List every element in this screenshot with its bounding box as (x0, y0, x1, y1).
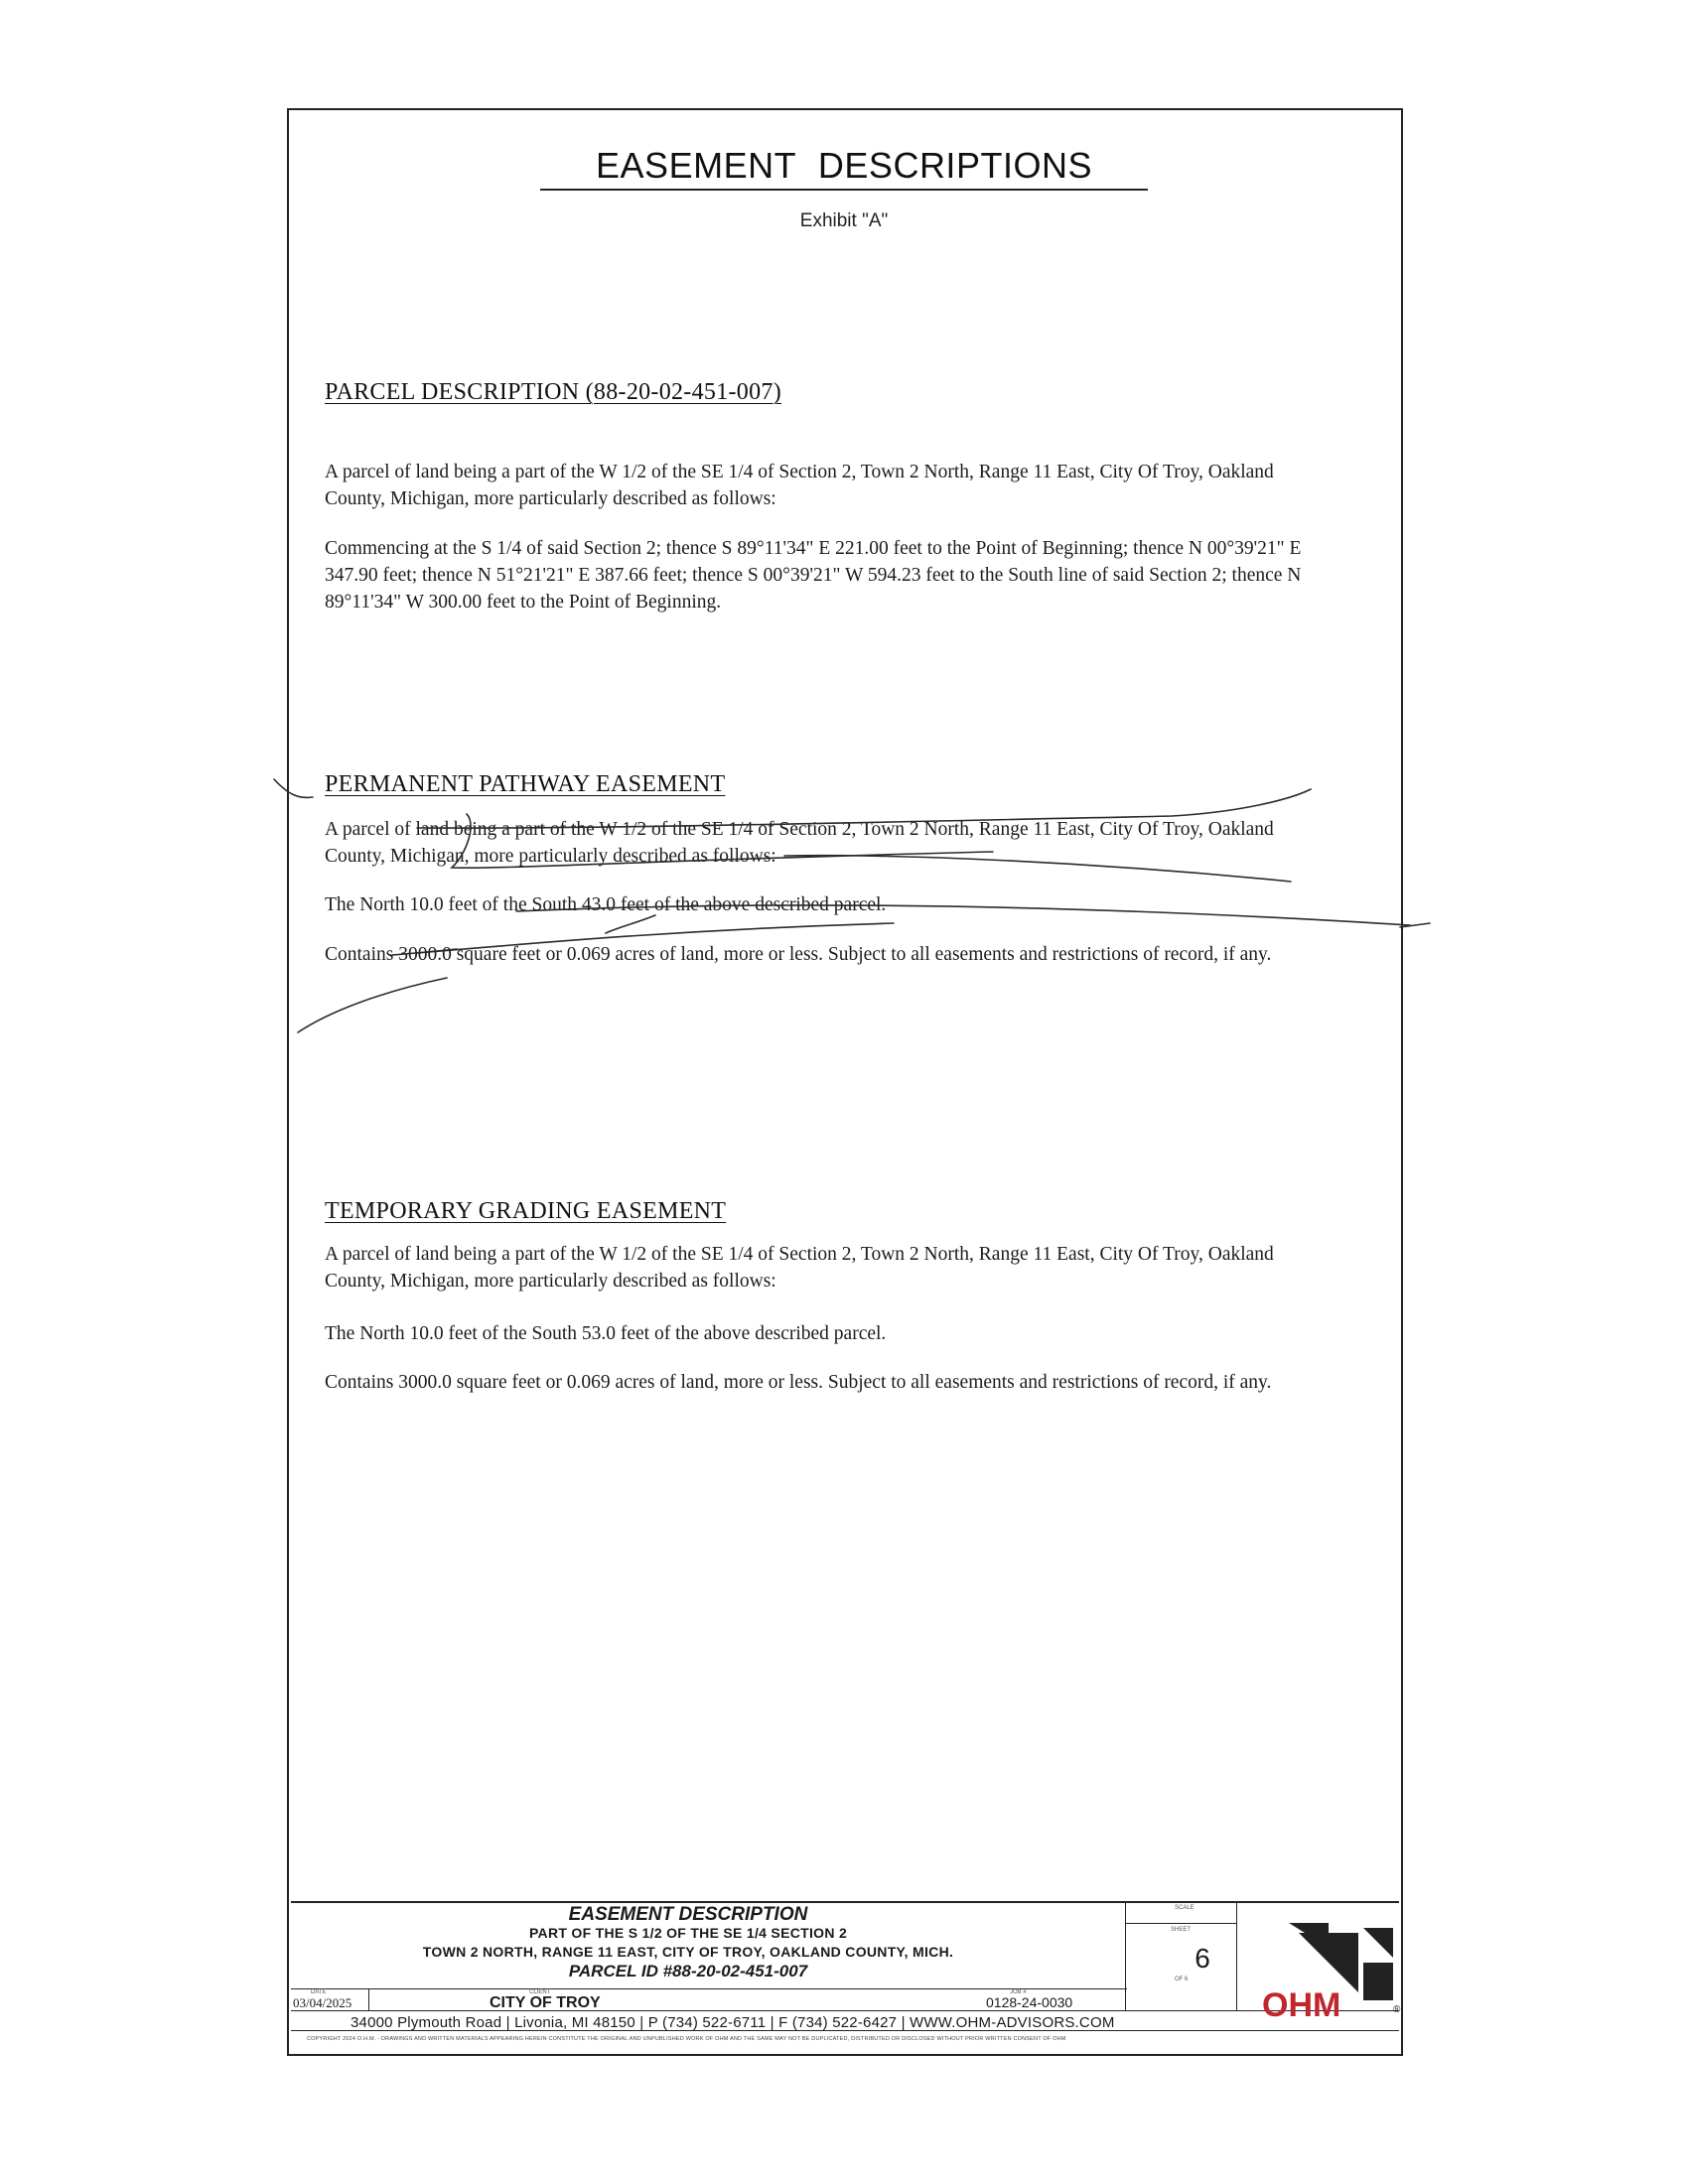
sheet-of-label: OF 6 (1175, 1977, 1189, 1982)
permanent-easement-heading: PERMANENT PATHWAY EASEMENT (325, 771, 726, 797)
sheet-number: 6 (1195, 1943, 1210, 1974)
temporary-easement-extent-text: The North 10.0 feet of the South 53.0 feet of the above described parcel. (325, 1323, 887, 1344)
parcel-description-text: A parcel of land being a part of the W 1/2 of the SE 1/4 of Section 2, Town 2 North, Range 11 East, City Of Troy, Oakland County, Michigan, more particularly described as follows: (325, 462, 1274, 509)
description-title: EASEMENT DESCRIPTION (568, 1904, 808, 1925)
client-value: CITY OF TROY (490, 1994, 601, 2011)
description-line-1: PART OF THE S 1/2 OF THE SE 1/4 SECTION 2 (528, 1925, 848, 1941)
temporary-easement-area-text: Contains 3000.0 square feet or 0.069 acres of land, more or less. Subject to all easements and restrictions of record, if any. (325, 1372, 1272, 1393)
permanent-easement-area-text: Contains 3000.0 square feet or 0.069 acres of land, more or less. Subject to all easements and restrictions of record, if any. (325, 944, 1272, 965)
temporary-easement-parcel-text: A parcel of land being a part of the W 1/2 of the SE 1/4 of Section 2, Town 2 North, Range 11 East, City Of Troy, Oakland County, Michigan, more particularly described as follows: (325, 1244, 1274, 1292)
registered-mark: ® (1393, 2004, 1401, 2015)
exhibit-label: Exhibit "A" (799, 210, 889, 231)
page-title: EASEMENT DESCRIPTIONS (596, 145, 1092, 186)
scale-label: SCALE (1175, 1905, 1195, 1911)
title-block (291, 1901, 1399, 2053)
date-label: DATE (311, 1989, 327, 1995)
date-value: 03/04/2025 (293, 1995, 352, 2010)
sheet-label: SHEET (1171, 1927, 1192, 1933)
description-line-2: TOWN 2 NORTH, RANGE 11 EAST, CITY OF TROY, OAKLAND COUNTY, MICH. (422, 1944, 954, 1960)
ohm-logo: OHM (1262, 1986, 1341, 2024)
parcel-description-heading: PARCEL DESCRIPTION (88-20-02-451-007) (325, 379, 781, 405)
title-block-description (370, 1905, 1006, 1980)
copyright-notice: COPYRIGHT 2024 O.H.M. - DRAWINGS AND WRITTEN MATERIALS APPEARING HEREIN CONSTITUTE THE ORIGINAL AND UNPUBLISHED WORK OF OHM AND THE SAME MAY NOT BE DUPLICATED, DISTRIBUTED OR DISCLOSED WITHOUT PRIOR WRITTEN CONSENT OF OHM (307, 2036, 1066, 2042)
job-label: JOB # (1010, 1989, 1027, 1995)
job-number: 0128-24-0030 (986, 1994, 1073, 2010)
client-label: CLIENT (529, 1989, 551, 1995)
permanent-easement-extent-text: The North 10.0 feet of the South 43.0 feet of the above described parcel. (325, 894, 887, 915)
permanent-easement-parcel-text: A parcel of land being a part of the W 1/2 of the SE 1/4 of Section 2, Town 2 North, Range 11 East, City Of Troy, Oakland County, Michigan, more particularly described as follows: (325, 819, 1274, 867)
title-underline (540, 189, 1148, 191)
firm-address: 34000 Plymouth Road | Livonia, MI 48150 | P (734) 522-6711 | F (734) 522-6427 | WWW.OHM-ADVISORS.COM (351, 2014, 1115, 2031)
temporary-easement-heading: TEMPORARY GRADING EASEMENT (325, 1198, 727, 1224)
parcel-id: PARCEL ID #88-20-02-451-007 (568, 1962, 808, 1980)
parcel-commencing-text: Commencing at the S 1/4 of said Section 2; thence S 89°11'34" E 221.00 feet to the Point of Beginning; thence N 00°39'21" E 347.90 feet; thence N 51°21'21" E 387.66 feet; thence S 00°39'21" W 594.23 feet to the South line of said Section 2; thence N 89°11'34" W 300.00 feet to the Point of Beginning. (325, 538, 1302, 613)
